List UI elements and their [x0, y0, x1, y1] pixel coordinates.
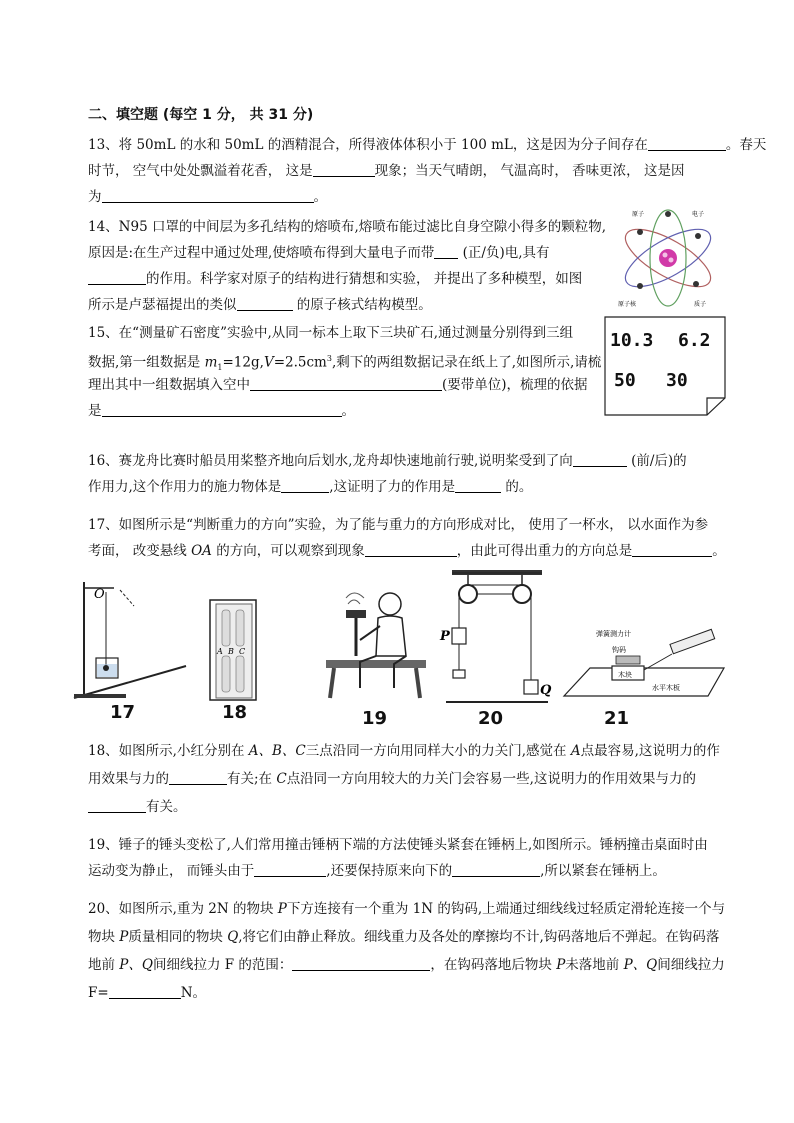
electron-icon	[695, 233, 701, 239]
q15-text: ,剩下的两组数据记录在纸上了,如图所示,请梳	[331, 354, 602, 371]
label-block: 木块	[618, 671, 632, 679]
q17-blank-2[interactable]	[632, 542, 712, 557]
q17-text: 的方向，可以观察到现象	[211, 543, 365, 559]
q16-text: ,这证明了力的作用是	[329, 479, 456, 495]
q20-text: 间细线拉力	[657, 957, 725, 973]
q19-blank-2[interactable]	[452, 862, 540, 877]
q15-text: =12g,	[222, 354, 264, 371]
q19-text: 运动变为静止， 而锤头由于	[88, 863, 255, 879]
q17-blank-1[interactable]	[365, 542, 457, 557]
q15-line4	[88, 398, 355, 424]
door-point-label: C	[239, 647, 246, 656]
q17-text: ，由此可得出重力的方向总是	[456, 543, 633, 559]
q20-text: 未落地前	[565, 957, 624, 973]
label-board: 水平木板	[652, 684, 680, 692]
q20-text: ，在钩码落地后物块	[430, 957, 557, 973]
q18-blank-1[interactable]	[169, 770, 227, 785]
q13-text: 。	[313, 189, 327, 205]
q13-blank-2[interactable]	[313, 162, 375, 177]
q13-text: 13、将 50mL 的水和 50mL 的酒精混合，所得液体体积小于 100 mL，这是因为分子间存在	[88, 137, 648, 153]
electron-icon	[637, 229, 643, 235]
electron-icon	[637, 283, 643, 289]
q20-var: P、Q	[623, 957, 658, 973]
q16-blank-3[interactable]	[455, 478, 501, 493]
q20-text: 下方连接有一个重为 1N 的钩码,上端通过细线线过轻质定滑轮连接一个与	[286, 901, 726, 917]
q18-line1	[88, 738, 720, 764]
q13-blank-1[interactable]	[648, 136, 726, 151]
q14-text: 的作用。科学家对原子的结构进行猜想和实验， 并提出了多种模型，如图	[146, 271, 583, 287]
q17-line1: 17、如图所示是“判断重力的方向”实验，为了能与重力的方向形成对比， 使用了一杯水， 以水面作为参	[88, 517, 709, 533]
figure-21-friction	[560, 620, 728, 704]
door-point-label: A	[217, 647, 223, 656]
q20-var: P、Q	[119, 957, 153, 973]
q16-blank-1[interactable]	[573, 452, 627, 467]
q20-var: Q	[227, 929, 239, 945]
q18-var: C	[276, 771, 287, 787]
q15-text: 是	[88, 403, 102, 419]
q14-text: 的原子核式结构模型。	[296, 297, 432, 313]
atom-model-figure	[610, 206, 726, 310]
figure-21-number: 21	[604, 708, 630, 729]
q20-blank-2[interactable]	[109, 984, 181, 999]
q15-blank-2[interactable]	[102, 402, 342, 417]
atom-label: 原子核	[618, 301, 637, 308]
q14-line4	[88, 292, 432, 318]
q14-blank-3[interactable]	[237, 296, 293, 311]
q18-text: 点沿同一方向用较大的力关门会容易一些,这说明力的作用效果与力的	[286, 771, 696, 787]
q18-text: 有关;在	[227, 771, 277, 787]
figure-20-pulley	[440, 570, 550, 706]
electron-icon	[665, 211, 671, 217]
q19-line1: 19、锤子的锤头变松了,人们常用撞击锤柄下端的方法使锤头紧套在锤柄上,如图所示。锤柄撞击桌面时由	[88, 837, 708, 853]
q15-text: 。	[341, 403, 355, 419]
note-value: 30	[666, 370, 688, 391]
q15-var: V	[263, 354, 274, 371]
q20-line4	[88, 980, 206, 1006]
label-spring-scale: 弹簧测力计	[596, 630, 631, 638]
q20-var: P	[277, 901, 287, 917]
door-point-label: B	[228, 647, 234, 656]
note-value: 50	[614, 370, 636, 391]
q14-line2	[88, 240, 550, 266]
q13-line1	[88, 132, 766, 158]
figure-19-number: 19	[362, 708, 388, 729]
q20-text: 物块	[88, 929, 120, 945]
q15-text: (要带单位)，梳理的依据	[442, 377, 588, 393]
electron-icon	[693, 281, 699, 287]
q20-text: 质量相同的物块	[128, 929, 228, 945]
note-value: 10.3	[610, 330, 654, 351]
q19-text: ,所以紧套在锤柄上。	[540, 863, 666, 879]
q13-line3	[88, 184, 327, 210]
q19-blank-1[interactable]	[254, 862, 326, 877]
q16-blank-2[interactable]	[281, 478, 329, 493]
q18-text: 用效果与力的	[88, 771, 169, 787]
pulley-icon	[513, 585, 531, 603]
q18-text: 点最容易,这说明力的作	[580, 743, 720, 759]
q14-line1: 14、N95 口罩的中间层为多孔结构的熔喷布,熔喷布能过滤比自身空隙小得多的颗粒物,	[88, 219, 607, 235]
label-q: Q	[540, 683, 552, 698]
weight-stack	[616, 656, 640, 664]
figure-18-door	[208, 598, 258, 702]
q20-var: P	[119, 929, 129, 945]
q14-blank-2[interactable]	[88, 270, 146, 285]
q17-var: OA	[191, 543, 212, 559]
q20-line2	[88, 924, 719, 950]
q13-blank-3[interactable]	[102, 188, 314, 203]
q15-blank-1[interactable]	[250, 376, 442, 391]
block-p	[452, 628, 466, 644]
pulley-icon	[459, 585, 477, 603]
q18-text: 有关。	[146, 799, 187, 815]
q16-line1	[88, 448, 687, 474]
q13-text: 。春天	[725, 137, 767, 153]
hook-weight	[453, 670, 465, 678]
figure-18-number: 18	[222, 702, 248, 723]
label-p: P	[440, 629, 450, 644]
q15-sub: 1	[217, 363, 223, 373]
q18-var: A、B、C	[248, 743, 306, 759]
block-q	[524, 680, 538, 694]
atom-label: 质子	[694, 301, 707, 308]
q15-text: 理出其中一组数据填入空中	[88, 377, 250, 393]
q20-text: N。	[180, 985, 206, 1001]
q19-text: ,还要保持原来向下的	[326, 863, 453, 879]
q20-text: ,将它们由静止释放。细线重力及各处的摩擦均不计,钩码落地后不弹起。在钩码落	[238, 929, 720, 945]
q14-text: (正/负)电,具有	[462, 245, 550, 261]
figure-19-hammer	[320, 584, 432, 700]
q13-text: 现象；当天气晴朗， 气温高时， 香味更浓， 这是因	[374, 163, 685, 179]
q14-text: 所示是卢瑟福提出的类似	[88, 297, 237, 313]
q15-var: m	[204, 354, 218, 371]
q20-text: 20、如图所示,重为 2N 的物块	[88, 901, 278, 917]
q16-text: 16、赛龙舟比赛时船员用桨整齐地向后划水,龙舟却快速地前行驶,说明桨受到了向	[88, 453, 573, 469]
q14-text: 原因是:在生产过程中通过处理,使熔喷布得到大量电子而带	[88, 245, 435, 261]
q13-text: 为	[88, 189, 102, 205]
figure-17-number: 17	[110, 702, 136, 723]
hammer-head-icon	[346, 610, 366, 618]
q19-line2	[88, 858, 666, 884]
figure-20-number: 20	[478, 708, 504, 729]
q16-text: (前/后)的	[631, 453, 687, 469]
q18-text: 三点沿同一方向用同样大小的力关门,感觉在	[305, 743, 571, 759]
q18-blank-2[interactable]	[88, 798, 146, 813]
q16-text: 的。	[505, 479, 533, 495]
q17-text: 考面， 改变悬线	[88, 543, 192, 559]
q14-blank-1[interactable]	[434, 244, 458, 259]
q16-text: 作用力,这个作用力的施力物体是	[88, 479, 282, 495]
q14-line3	[88, 266, 582, 292]
q20-line1	[88, 896, 725, 922]
q20-line3	[88, 952, 725, 978]
spring-scale-icon	[670, 629, 715, 653]
point-o-label: O	[94, 587, 105, 602]
nucleus-icon	[659, 249, 677, 267]
q18-var: A	[570, 743, 581, 759]
atom-label: 电子	[692, 211, 705, 218]
q20-blank-1[interactable]	[292, 956, 430, 971]
q17-text: 。	[712, 543, 726, 559]
q15-text: =2.5cm	[273, 354, 327, 371]
note-value: 6.2	[678, 330, 711, 351]
q15-line3	[88, 372, 588, 398]
figure-17-plumb-line	[70, 576, 190, 706]
q15-line1: 15、在“测量矿石密度”实验中,从同一标本上取下三块矿石,通过测量分别得到三组	[88, 325, 574, 341]
q20-text: F=	[88, 985, 109, 1001]
q18-text: 18、如图所示,小红分别在	[88, 743, 249, 759]
q18-line3	[88, 794, 187, 820]
q18-line2	[88, 766, 696, 792]
q15-sup: 3	[326, 354, 332, 363]
q13-text: 时节， 空气中处处飘溢着花香， 这是	[88, 163, 313, 179]
data-note-paper	[604, 316, 726, 416]
label-weight: 钩码	[612, 646, 626, 654]
q13-line2	[88, 158, 684, 184]
q20-text: 地前	[88, 957, 120, 973]
q20-text: 间细线拉力 F 的范围：	[152, 957, 293, 973]
q16-line2	[88, 474, 532, 500]
q20-var: P	[556, 957, 566, 973]
q17-line2	[88, 538, 726, 564]
person-head-icon	[379, 593, 401, 615]
section-title: 二、填空题 (每空 1 分， 共 31 分)	[88, 107, 314, 123]
atom-label: 原子	[632, 211, 645, 218]
q15-text: 数据,第一组数据是	[88, 354, 205, 371]
